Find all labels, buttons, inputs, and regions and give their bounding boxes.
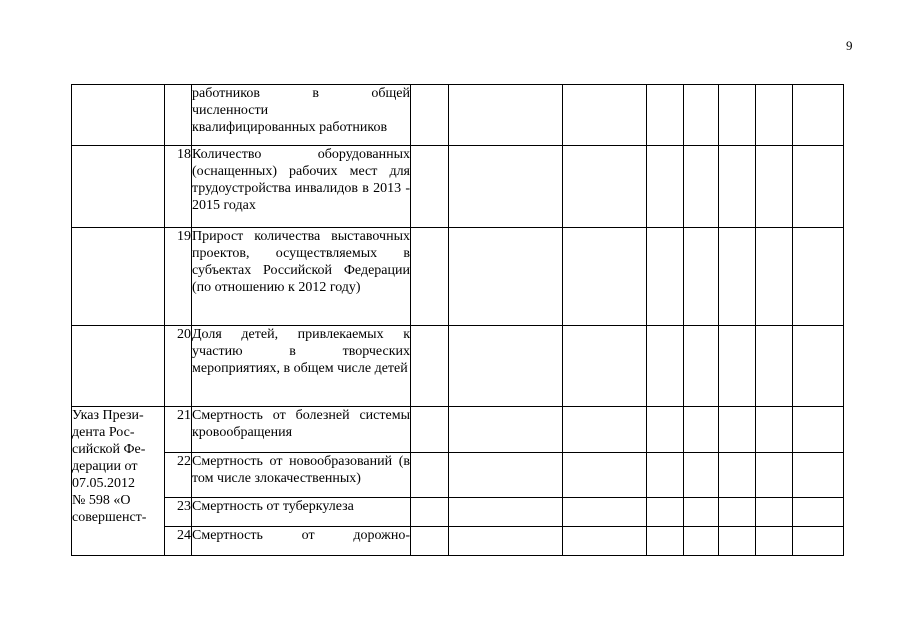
row-number: 19 [165, 228, 192, 326]
document-line: Указ Прези- [72, 408, 144, 423]
indicator-line: численности [192, 103, 269, 118]
table-row [72, 527, 844, 556]
indicator-cell: Доля детей, привлекаемых к участию в творческих мероприятиях, в общем числе детей [192, 326, 411, 407]
table-row [72, 228, 844, 326]
indicator-cell: Смертность от туберкулеза [192, 498, 411, 527]
page-number: 9 [846, 38, 853, 53]
indicator-cell: Смертность от дорожно- [192, 527, 411, 556]
table-row [72, 407, 844, 453]
table-row [72, 453, 844, 498]
table-row [72, 85, 844, 146]
document-line: дента Рос- [72, 425, 135, 440]
indicator-cell: Количество оборудованных (оснащенных) рабочих мест для трудоустройства инвалидов в 2013 - 2015 годах [192, 146, 411, 228]
document-cell [72, 407, 165, 556]
row-number: 21 [165, 407, 192, 453]
indicator-cell [192, 85, 411, 146]
indicator-line: работников в общей [192, 86, 410, 101]
indicator-line: квалифицированных работников [192, 120, 388, 135]
row-number: 23 [165, 498, 192, 527]
table-row [72, 146, 844, 228]
document-cell-empty [72, 228, 165, 326]
row-number: 20 [165, 326, 192, 407]
document-cell-empty [72, 326, 165, 407]
indicator-cell: Прирост количества выставочных проектов, осуществляемых в субъектах Российской Федерации (по отношению к 2012 году) [192, 228, 411, 326]
document-line: сийской Фе- [72, 442, 146, 457]
row-number: 22 [165, 453, 192, 498]
document-line: 07.05.2012 [72, 476, 135, 491]
document-line: № 598 «О [72, 493, 131, 508]
indicator-cell: Смертность от новообразований (в том числе злокачественных) [192, 453, 411, 498]
document-cell-empty [72, 146, 165, 228]
table-row [72, 498, 844, 527]
document-line: дерации от [72, 459, 138, 474]
document-cell-empty [72, 85, 165, 146]
table-row [72, 326, 844, 407]
indicator-cell: Смертность от болезней системы кровообращения [192, 407, 411, 453]
indicators-table [71, 84, 844, 556]
document-line: совершенст- [72, 510, 147, 525]
row-number [165, 85, 192, 146]
row-number: 18 [165, 146, 192, 228]
row-number: 24 [165, 527, 192, 556]
